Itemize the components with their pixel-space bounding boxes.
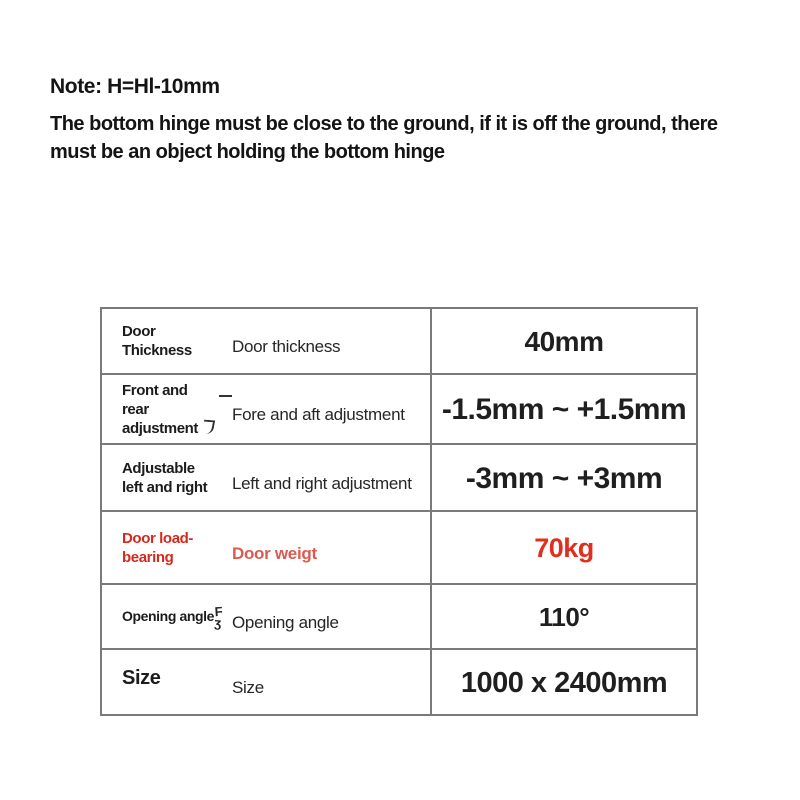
- row-label-line: adjustment: [122, 419, 199, 437]
- row-sublabel-text: Left and right adjustment: [232, 473, 412, 493]
- row-left-group: [102, 445, 432, 510]
- row-label: [102, 650, 232, 714]
- row-value: [432, 650, 696, 714]
- angle-glyph-bottom: ʒ: [213, 614, 222, 630]
- row-left-group: [102, 512, 432, 583]
- note-body-line1: The bottom hinge must be close to the ground, if it is off the ground, there: [50, 113, 718, 135]
- row-sublabel-text: Fore and aft adjustment: [232, 405, 405, 424]
- row-label: [102, 585, 232, 648]
- row-sublabel-text: Opening angle: [232, 612, 339, 632]
- row-label: [102, 309, 232, 373]
- table-row-left-right-adjustment: [102, 443, 696, 510]
- row-left-group: [102, 309, 432, 373]
- row-value: [432, 309, 696, 373]
- row-value: [432, 512, 696, 583]
- table-row-door-load-bearing: [102, 510, 696, 583]
- row-label-line: Adjustable: [122, 459, 195, 477]
- note-body-line2: must be an object holding the bottom hinge: [50, 141, 445, 163]
- row-left-group: [102, 585, 432, 648]
- dash-artifact-icon: [219, 395, 232, 397]
- angle-glyph-top: F: [214, 603, 223, 619]
- row-value: [432, 375, 696, 443]
- hook-artifact-icon: [202, 419, 215, 434]
- row-label: [102, 375, 232, 443]
- row-label: [102, 512, 232, 583]
- row-left-group: [102, 650, 432, 714]
- row-label-line: Size: [122, 666, 161, 689]
- row-sublabel: [232, 445, 430, 510]
- table-row-opening-angle: [102, 583, 696, 648]
- row-sublabel-text: Door thickness: [232, 337, 341, 356]
- row-label-line: Door: [122, 323, 156, 340]
- spec-table: [100, 307, 698, 716]
- row-label-line: Door load-: [122, 529, 193, 547]
- row-value-text: 1000 x 2400mm: [460, 666, 668, 699]
- row-label: [102, 445, 232, 510]
- row-label-line: left and right: [122, 478, 208, 496]
- row-value-text: -3mm ~ +3mm: [465, 461, 663, 495]
- table-row-door-thickness: [102, 309, 696, 373]
- row-label-line: Front and rear: [122, 381, 188, 418]
- row-value: [432, 445, 696, 510]
- table-row-fore-aft-adjustment: [102, 373, 696, 443]
- row-value-text: 40mm: [524, 326, 604, 357]
- row-left-group: [102, 375, 432, 443]
- row-sublabel: [232, 375, 430, 443]
- row-label-line: Thickness: [122, 342, 192, 359]
- row-label-line: bearing: [122, 548, 174, 566]
- row-value: [432, 585, 696, 648]
- row-sublabel-text: Door weigt: [232, 543, 317, 563]
- row-sublabel: [232, 650, 430, 714]
- row-sublabel: [232, 585, 430, 648]
- row-sublabel-text: Size: [232, 678, 264, 697]
- row-value-text: 70kg: [534, 533, 594, 563]
- note-title: Note: H=Hl-10mm: [50, 75, 220, 98]
- angle-artifact-icon: [213, 603, 223, 630]
- row-sublabel: [232, 309, 430, 373]
- table-row-size: [102, 648, 696, 714]
- note-body: [50, 110, 718, 166]
- row-value-text: -1.5mm ~ +1.5mm: [441, 393, 687, 426]
- row-value-text: 110°: [538, 602, 590, 632]
- row-sublabel: [232, 512, 430, 583]
- note-block: [50, 75, 718, 166]
- row-label-line: Opening angle: [122, 608, 215, 624]
